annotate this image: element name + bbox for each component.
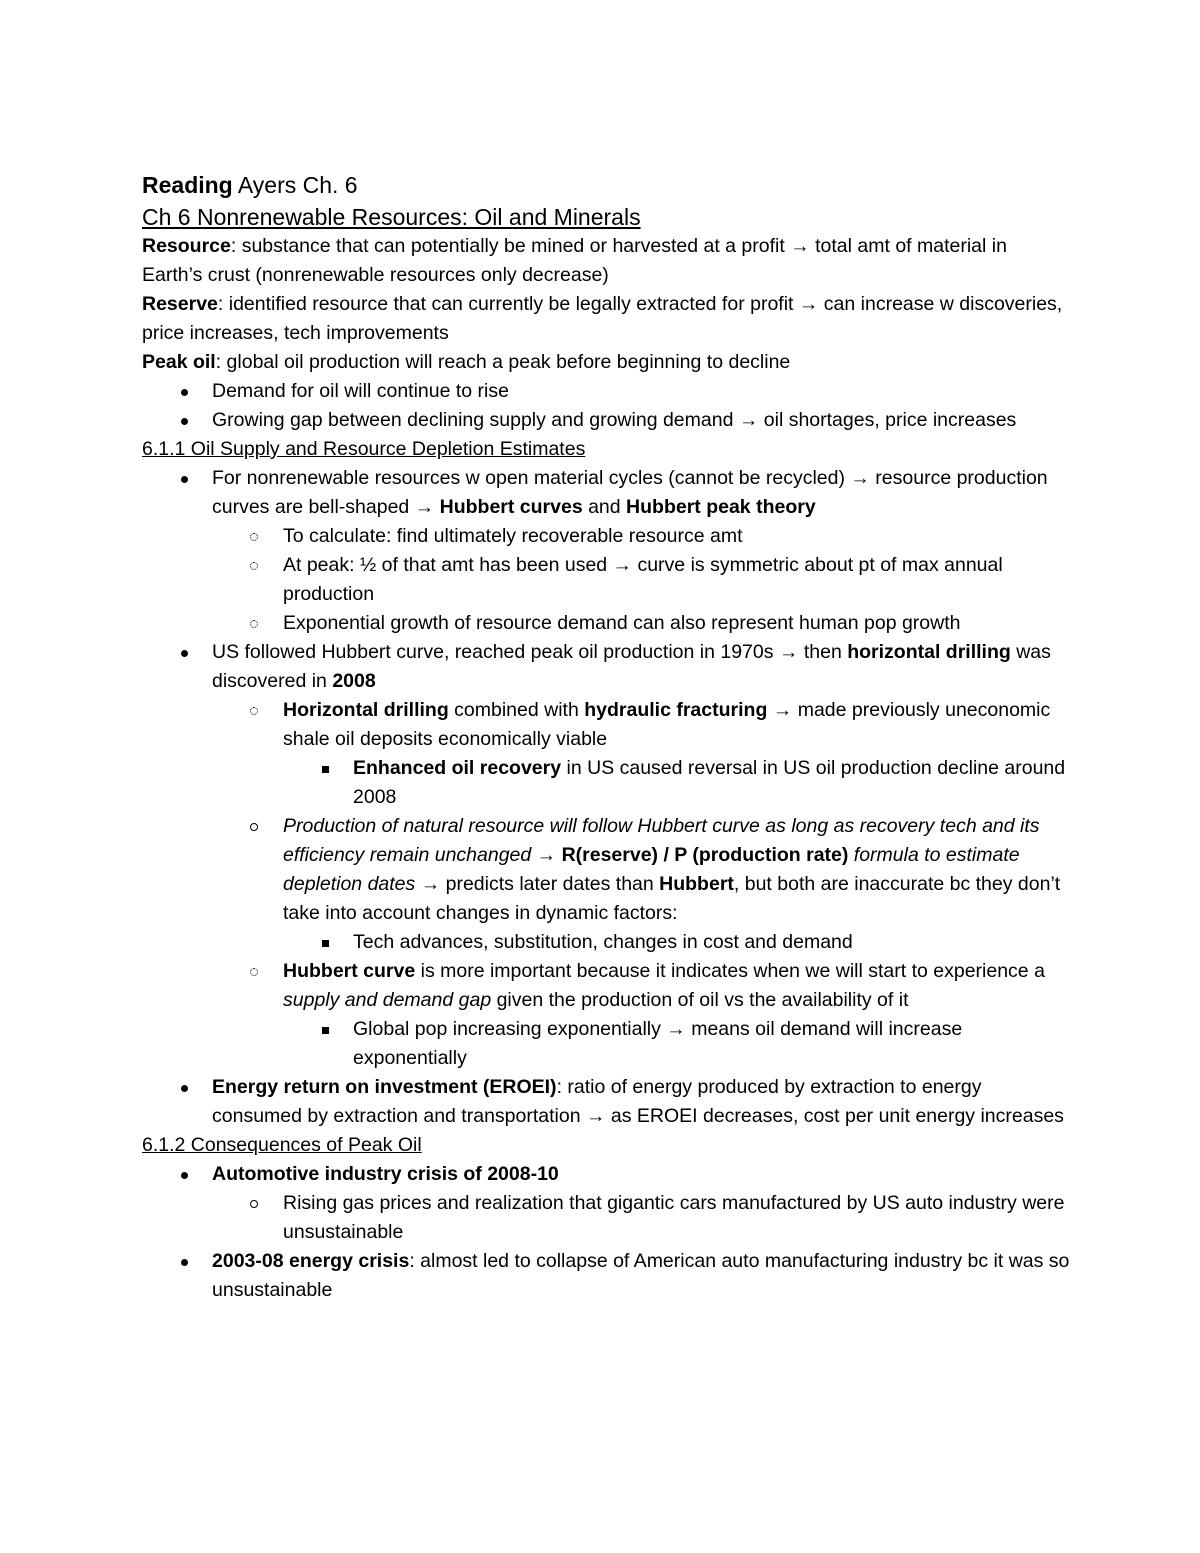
definition-peak-oil [142, 348, 1072, 377]
bullet-dot-icon [172, 1247, 196, 1276]
bullet-dot-icon [172, 464, 196, 493]
term-reserve: Reserve [142, 293, 218, 315]
term-resource: Resource [142, 235, 231, 257]
bold-term: Hubbert curves [439, 496, 583, 518]
italic-text: formula to estimate depletion dates [283, 844, 1020, 895]
reading-label: Reading [142, 172, 233, 198]
list-item [142, 464, 1072, 522]
bullet-ring-icon [242, 609, 266, 638]
list-item [142, 522, 1072, 551]
bold-term: Hubbert peak theory [626, 496, 816, 518]
bold-term: horizontal drilling [847, 641, 1011, 663]
text-run: : ratio of energy produced by extraction to energy consumed by extraction and transportation → as EROEI decreases, cost per unit energy increases [212, 1076, 1064, 1127]
text-run: is more important because it indicates when we will start to experience a [415, 960, 1045, 982]
section-heading-6-1-1: 6.1.1 Oil Supply and Resource Depletion Estimates [142, 438, 586, 460]
list-item [142, 1015, 1072, 1073]
list-item-text: Tech advances, substitution, changes in cost and demand [353, 931, 853, 953]
bullet-dot-icon [172, 406, 196, 435]
list-item [142, 638, 1072, 696]
text-run: given the production of oil vs the availability of it [491, 989, 909, 1011]
section-6-1-2-list [142, 1160, 1072, 1305]
list-item-text: To calculate: find ultimately recoverable resource amt [283, 525, 743, 547]
list-item [142, 812, 1072, 928]
list-item [142, 1247, 1072, 1305]
list-item-text: At peak: ½ of that amt has been used → curve is symmetric about pt of max annual production [283, 554, 1003, 605]
section-6-1-1-list [142, 464, 1072, 1131]
bold-term: Automotive industry crisis of 2008-10 [212, 1163, 559, 1185]
list-item [142, 957, 1072, 1015]
text-run: US followed Hubbert curve, reached peak oil production in 1970s → then [212, 641, 848, 663]
definition-text: : substance that can potentially be mined or harvested at a profit → total amt of material in Earth’s crust (nonrenewable resources only decrease) [142, 235, 1007, 286]
bullet-square-icon [313, 754, 337, 783]
bullet-dot-icon [172, 1160, 196, 1189]
bold-term: R(reserve) / P (production rate) [561, 844, 849, 866]
definition-text: : global oil production will reach a peak before beginning to decline [215, 351, 791, 373]
text-run: and [582, 496, 627, 518]
list-item-text: Global pop increasing exponentially → means oil demand will increase exponentially [353, 1018, 963, 1069]
text-run: in US caused reversal in US oil production decline around 2008 [353, 757, 1066, 808]
bullet-dot-icon [172, 1073, 196, 1102]
list-item-text: Exponential growth of resource demand can also represent human pop growth [283, 612, 961, 634]
bullet-dot-icon [172, 638, 196, 667]
text-run: For nonrenewable resources w open material cycles (cannot be recycled) → resource production curves are bell-shaped → [212, 467, 1048, 518]
list-item-text: Demand for oil will continue to rise [212, 380, 509, 402]
text-run: : almost led to collapse of American auto manufacturing industry bc it was so unsustainable [212, 1250, 1070, 1301]
list-item [142, 551, 1072, 609]
document-body [142, 170, 1072, 1305]
chapter-heading: Ch 6 Nonrenewable Resources: Oil and Minerals [142, 204, 641, 230]
italic-text: Production of natural resource will follow Hubbert curve as long as recovery tech and its efficiency remain unchanged → [283, 815, 1040, 866]
text-run: → made previously uneconomic shale oil deposits economically viable [283, 699, 1051, 750]
list-item [142, 928, 1072, 957]
bullet-square-icon [313, 1015, 337, 1044]
list-item [142, 754, 1072, 812]
bold-term: Energy return on investment (EROEI) [212, 1076, 557, 1098]
term-peak-oil: Peak oil [142, 351, 216, 373]
italic-text: supply and demand gap [283, 989, 492, 1011]
text-run: , but both are inaccurate bc they don’t take into account changes in dynamic factors: [283, 873, 1061, 924]
bold-term: Hubbert curve [283, 960, 416, 982]
section-heading-6-1-2: 6.1.2 Consequences of Peak Oil [142, 1134, 422, 1156]
list-item [142, 1073, 1072, 1131]
bullet-ring-icon [242, 696, 266, 725]
bold-term: Horizontal drilling [283, 699, 449, 721]
reading-title [142, 170, 1072, 200]
bullet-ring-icon [242, 812, 266, 841]
text-run: was discovered in [212, 641, 1051, 692]
bold-term: hydraulic fracturing [584, 699, 768, 721]
list-item-text: Rising gas prices and realization that gigantic cars manufactured by US auto industry were unsustainable [283, 1192, 1065, 1243]
bold-term: Hubbert [659, 873, 734, 895]
list-item [142, 377, 1072, 406]
bold-term: Enhanced oil recovery [353, 757, 562, 779]
bullet-ring-icon [242, 522, 266, 551]
text-run: combined with [448, 699, 585, 721]
bullet-square-icon [313, 928, 337, 957]
text-run: → predicts later dates than [415, 873, 660, 895]
bold-term: 2008 [332, 670, 376, 692]
reading-source: Ayers Ch. 6 [232, 172, 358, 198]
bold-term: 2003-08 energy crisis [212, 1250, 410, 1272]
bullet-ring-icon [242, 551, 266, 580]
list-item [142, 696, 1072, 754]
definition-resource [142, 232, 1072, 290]
list-item [142, 406, 1072, 435]
list-item [142, 1189, 1072, 1247]
list-item-text: Growing gap between declining supply and growing demand → oil shortages, price increases [212, 409, 1017, 431]
peak-oil-list [142, 377, 1072, 435]
list-item [142, 609, 1072, 638]
definition-reserve [142, 290, 1072, 348]
bullet-dot-icon [172, 377, 196, 406]
definition-text: : identified resource that can currently be legally extracted for profit → can increase w discoveries, price increases, tech improvements [142, 293, 1063, 344]
bullet-ring-icon [242, 957, 266, 986]
bullet-ring-icon [242, 1189, 266, 1218]
list-item [142, 1160, 1072, 1189]
